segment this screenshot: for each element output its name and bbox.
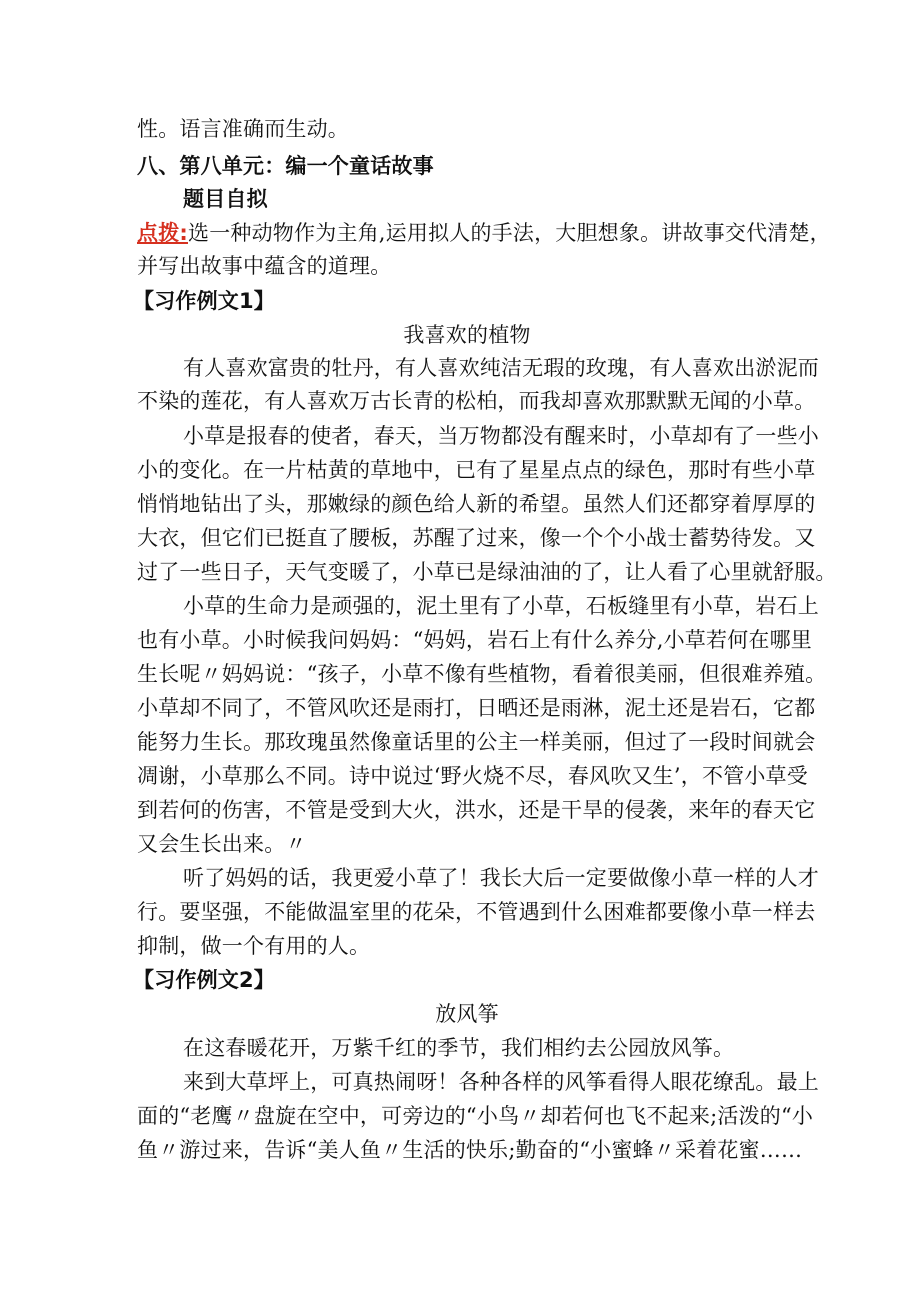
paragraph-line: 听了妈妈的话，我更爱小草了！我长大后一定要做像小草一样的人才 [183,866,819,890]
paragraph-line: 也有小草。小时候我问妈妈：“妈妈，岩石上有什么养分,小草若何在哪里 [137,628,813,652]
paragraph-line: 行。要坚强，不能做温室里的花朵，不管遇到什么困难都要像小草一样去 [137,900,816,924]
paragraph-line: 抑制，做一个有用的人。 [137,934,371,958]
paragraph-line: 面的“老鹰〃盘旋在空中，可旁边的“小鸟〃却若何也飞不起来;活泼的“小 [137,1104,814,1128]
example-heading-2: 【习作例文2】 [133,968,276,992]
paragraph-line: 有人喜欢富贵的牡丹，有人喜欢纯洁无瑕的玫瑰，有人喜欢出淤泥而 [183,356,819,380]
paragraph-line: 能努力生长。那玫瑰虽然像童话里的公主一样美丽，但过了一段时间就会 [137,730,816,754]
text-line: 并写出故事中蕴含的道理。 [137,254,392,278]
paragraph-line: 到若何的伤害，不管是受到大火，洪水，还是干旱的侵袭，来年的春天它 [137,798,816,822]
paragraph-line: 小草却不同了，不管风吹还是雨打，日晒还是雨淋，泥土还是岩石，它都 [137,696,816,720]
topic-line: 题目自拟 [183,187,268,211]
hint-label: 点拨: [137,221,188,245]
paragraph-line: 不染的莲花，有人喜欢万古长青的松柏，而我却喜欢那默默无闻的小草。 [137,389,816,413]
paragraph-line: 生长呢〃妈妈说：“孩子，小草不像有些植物，看着很美丽，但很难养殖。 [137,662,827,686]
section-heading: 八、第八单元：编一个童话故事 [137,154,434,178]
text-line: 性。语言准确而生动。 [137,117,349,141]
paragraph-line: 又会生长出来。〃 [137,832,307,856]
paragraph-line: 大衣，但它们已挺直了腰板，苏醒了过来，像一个个小战士蓄势待发。又 [137,526,816,550]
paragraph-line: 小草的生命力是顽强的，泥土里有了小草，石板缝里有小草，岩石上 [183,594,819,618]
hint-text: 选一种动物作为主角,运用拟人的手法，大胆想象。讲故事交代清楚， [188,221,831,245]
paragraph-line: 鱼〃游过来，告诉“美人鱼〃生活的快乐;勤奋的“小蜜蜂〃采着花蜜…… [137,1138,803,1162]
essay-title-1: 我喜欢的植物 [403,323,531,347]
paragraph-line: 小的变化。在一片枯黄的草地中，已有了星星点点的绿色，那时有些小草 [137,458,816,482]
paragraph-line: 凋谢，小草那么不同。诗中说过‘野火烧不尽，春风吹又生’，不管小草受 [137,764,808,788]
paragraph-line: 小草是报春的使者，春天，当万物都没有醒来时，小草却有了一些小 [183,424,819,448]
example-heading-1: 【习作例文1】 [133,289,276,313]
paragraph-line: 在这春暖花开，万紫千红的季节，我们相约去公园放风筝。 [183,1036,735,1060]
paragraph-line: 悄悄地钻出了头，那嫩绿的颜色给人新的希望。虽然人们还都穿着厚厚的 [137,492,816,516]
hint-line [137,218,831,248]
paragraph-line: 来到大草坪上，可真热闹呀！各种各样的风筝看得人眼花缭乱。最上 [183,1070,819,1094]
paragraph-line: 过了一些日子，天气变暖了，小草已是绿油油的了，让人看了心里就舒服。 [137,560,837,584]
essay-title-2: 放风筝 [435,1002,499,1026]
